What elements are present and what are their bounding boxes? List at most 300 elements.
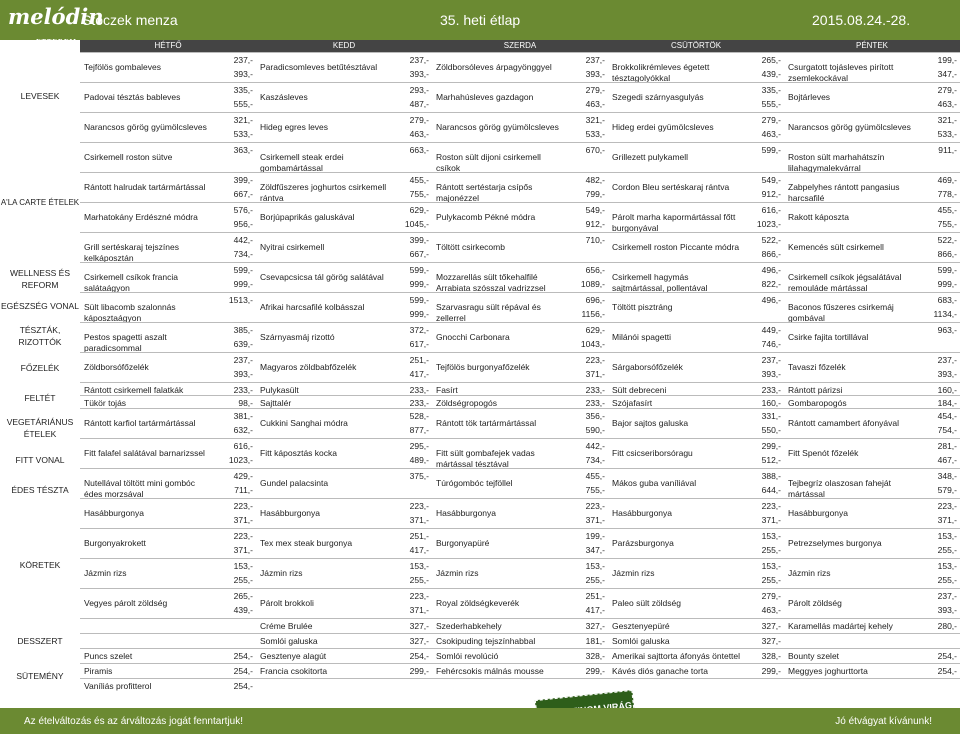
footer — [0, 708, 960, 734]
dish-name: Párolt zöldség — [788, 598, 842, 608]
price-large: 912,- — [761, 189, 781, 199]
menu-cell — [432, 263, 608, 292]
category-label: SÜTEMÉNY — [16, 671, 64, 681]
dish-name: Narancsos görög gyümölcsleves — [84, 122, 207, 132]
dish-name: Grillezett pulykamell — [612, 152, 689, 162]
menu-cell — [784, 83, 960, 112]
dish-name: Somlói galuska — [260, 636, 318, 646]
price-large: 463,- — [585, 99, 605, 109]
price: 522,- — [761, 235, 781, 245]
dish-name: Meggyes joghurttorta — [788, 666, 868, 676]
price: 388,- — [761, 471, 781, 481]
price: 98,- — [238, 398, 253, 408]
week-title: 35. heti étlap — [440, 12, 521, 28]
menu-cell — [80, 113, 256, 142]
price-large: 489,- — [409, 455, 429, 465]
price: 616,- — [761, 205, 781, 215]
price-large: 778,- — [937, 189, 957, 199]
price: 356,- — [585, 411, 605, 421]
dish-name: Rántott sertéstarja csípős majonézzel — [436, 182, 533, 203]
menu-cell — [784, 53, 960, 82]
price-large: 734,- — [233, 249, 253, 259]
dish-name: Hideg egres leves — [260, 122, 329, 132]
price-large: 255,- — [937, 575, 957, 585]
price: 469,- — [937, 175, 957, 185]
menu-cell — [608, 499, 784, 528]
dish-name: Jázmin rizs — [788, 568, 831, 578]
price-large: 371,- — [233, 545, 253, 555]
menu-cell — [432, 396, 608, 408]
menu-row — [80, 112, 960, 142]
dish-name: Grill sertéskaraj tejszínes kelkáposztán — [84, 242, 179, 263]
price: 496,- — [761, 265, 781, 275]
dish-name: Gombaropogós — [788, 398, 847, 408]
menu-cell — [80, 529, 256, 558]
menu-cell — [608, 203, 784, 232]
price: 455,- — [937, 205, 957, 215]
price: 223,- — [233, 531, 253, 541]
price-large: 999,- — [233, 279, 253, 289]
category-label: DESSZERT — [17, 636, 63, 646]
price: 153,- — [585, 561, 605, 571]
dish-name: Milánói spagetti — [612, 332, 672, 342]
menu-cell — [256, 664, 432, 678]
menu-cell — [256, 649, 432, 663]
menu-cell — [608, 559, 784, 588]
dish-name: Pestos spagetti aszalt paradicsommal — [84, 332, 167, 353]
category-label: WELLNESS ÉS REFORM — [10, 268, 70, 290]
dish-name: Fitt falafel salátával barnarizssel — [84, 448, 205, 458]
menu-cell — [608, 679, 784, 693]
dish-name: Bojtárleves — [788, 92, 831, 102]
menu-cell — [256, 293, 432, 322]
price: 254,- — [937, 651, 957, 661]
menu-cell — [256, 233, 432, 262]
price: 683,- — [937, 295, 957, 305]
price: 331,- — [761, 411, 781, 421]
menu-cell — [784, 143, 960, 172]
menu-row — [80, 408, 960, 438]
price: 328,- — [585, 651, 605, 661]
menu-row — [80, 648, 960, 663]
menu-cell — [80, 619, 256, 633]
price: 160,- — [761, 398, 781, 408]
price-large: 417,- — [409, 545, 429, 555]
price: 153,- — [761, 561, 781, 571]
menu-row — [80, 498, 960, 528]
menu-cell — [256, 173, 432, 202]
menu-cell — [608, 113, 784, 142]
menu-cell — [608, 233, 784, 262]
dish-name: Gesztenyepüré — [612, 621, 670, 631]
price-large: 533,- — [937, 129, 957, 139]
menu-cell — [256, 83, 432, 112]
menu-cell — [784, 293, 960, 322]
price-large: 912,- — [585, 219, 605, 229]
menu-row — [80, 292, 960, 322]
menu-cell — [784, 323, 960, 352]
dish-name: Párolt marha kapormártással főtt burgonyával — [612, 212, 736, 233]
menu-cell — [432, 649, 608, 663]
date-range: 2015.08.24.-28. — [812, 12, 911, 28]
price-large: 371,- — [761, 515, 781, 525]
menu-cell — [80, 53, 256, 82]
price-large: 255,- — [937, 545, 957, 555]
dish-name: Créme Brulée — [260, 621, 313, 631]
price: 328,- — [761, 651, 781, 661]
menu-cell — [80, 439, 256, 468]
dish-name: Afrikai harcsafilé kolbásszal — [260, 302, 365, 312]
price: 153,- — [409, 561, 429, 571]
menu-cell — [784, 263, 960, 292]
footer-disclaimer: Az ételváltozás és az árváltozás jogát fenntartjuk! — [24, 716, 244, 727]
menu-cell — [256, 619, 432, 633]
price: 223,- — [937, 501, 957, 511]
dish-name: Hasábburgonya — [612, 508, 673, 518]
price-large: 533,- — [585, 129, 605, 139]
dish-name: Cukkini Sanghai módra — [260, 418, 348, 428]
dish-name: Csirkemell csíkok jégsalátával remouláde mártással — [788, 272, 902, 293]
dish-name: Szójafasírt — [612, 398, 653, 408]
price-large: 956,- — [233, 219, 253, 229]
menu-cell — [608, 529, 784, 558]
price: 348,- — [937, 471, 957, 481]
menu-row — [80, 633, 960, 648]
dish-name: Csirkemell csíkok francia salátaágyon — [84, 272, 178, 293]
price-large: 711,- — [234, 485, 253, 495]
menu-row — [80, 528, 960, 558]
dish-name: Baconos fűszeres csirkemáj gombával — [788, 302, 894, 323]
menu-row — [80, 618, 960, 633]
menu-cell — [80, 499, 256, 528]
menu-cell — [608, 323, 784, 352]
dish-name: Amerikai sajttorta áfonyás öntettel — [612, 651, 741, 661]
menu-cell — [784, 439, 960, 468]
menu-cell — [432, 589, 608, 618]
dish-name: Magyaros zöldbabfőzelék — [260, 362, 357, 372]
price: 335,- — [233, 85, 253, 95]
price: 295,- — [409, 441, 429, 451]
dish-name: Szarvasragu sült répával és zellerrel — [436, 302, 541, 323]
category-label: FELTÉT — [24, 393, 56, 403]
price: 223,- — [409, 501, 429, 511]
menu-cell — [80, 396, 256, 408]
price-large: 754,- — [937, 425, 957, 435]
menu-cell — [256, 53, 432, 82]
price-large: 555,- — [233, 99, 253, 109]
menu-row — [80, 262, 960, 292]
price-large: 347,- — [937, 69, 957, 79]
menu-cell — [784, 396, 960, 408]
price: 299,- — [761, 666, 781, 676]
menu-cell — [80, 83, 256, 112]
price: 279,- — [937, 85, 957, 95]
price-large: 371,- — [937, 515, 957, 525]
menu-cell — [608, 173, 784, 202]
menu-cell — [80, 263, 256, 292]
price: 528,- — [409, 411, 429, 421]
menu-cell — [432, 293, 608, 322]
menu-cell — [608, 263, 784, 292]
menu-cell — [80, 353, 256, 382]
price: 254,- — [937, 666, 957, 676]
menu-row — [80, 678, 960, 693]
price: 153,- — [761, 531, 781, 541]
price-large: 617,- — [409, 339, 429, 349]
dish-name: Rántott karfiol tartármártással — [84, 418, 196, 428]
menu-cell — [608, 409, 784, 438]
dish-name: Hideg erdei gyümölcsleves — [612, 122, 714, 132]
menu-cell — [256, 353, 432, 382]
price-large: 1043,- — [580, 339, 605, 349]
price: 372,- — [409, 325, 429, 335]
dish-name: Csurgatott tojásleves pirított zsemlekockával — [788, 62, 894, 83]
day-label: SZERDA — [503, 41, 537, 50]
dish-name: Jázmin rizs — [612, 568, 655, 578]
price-large: 371,- — [585, 369, 605, 379]
dish-name: Csirkemell steak erdei gombamártással — [260, 152, 344, 173]
price-large: 667,- — [409, 249, 429, 259]
dish-name: Rántott csirkemell falatkák — [84, 385, 184, 395]
menu-cell — [432, 173, 608, 202]
price: 321,- — [233, 115, 253, 125]
dish-name: Roston sült marhahátszín lilahagymalekvárral — [788, 152, 885, 173]
menu-row — [80, 663, 960, 678]
price: 599,- — [233, 265, 253, 275]
menu-cell — [80, 634, 256, 648]
menu-cell — [432, 499, 608, 528]
menu-cell — [256, 323, 432, 352]
price: 199,- — [937, 55, 957, 65]
dish-name: Somlói galuska — [612, 636, 670, 646]
menu-cell — [256, 469, 432, 498]
dish-name: Fitt sült gombafejek vadas mártással tésztával — [436, 448, 535, 469]
price-large: 393,- — [761, 369, 781, 379]
price: 599,- — [761, 145, 781, 155]
price: 670,- — [585, 145, 605, 155]
logo: melódin ETTEREM — [8, 4, 104, 46]
price: 385,- — [233, 325, 253, 335]
menu-row — [80, 438, 960, 468]
price: 549,- — [585, 205, 605, 215]
price: 265,- — [233, 591, 253, 601]
price: 153,- — [937, 561, 957, 571]
menu-cell — [608, 143, 784, 172]
price-large: 755,- — [585, 485, 605, 495]
price: 279,- — [409, 115, 429, 125]
dish-name: Csirkemell roston Piccante módra — [612, 242, 740, 252]
price: 599,- — [937, 265, 957, 275]
category-label: LEVESEK — [20, 91, 60, 101]
menu-cell — [784, 589, 960, 618]
dish-name: Zabpelyhes rántott pangasius harcsafilé — [788, 182, 900, 203]
menu-cell — [80, 143, 256, 172]
price-large: 579,- — [937, 485, 957, 495]
price-large: 877,- — [409, 425, 429, 435]
menu-cell — [80, 649, 256, 663]
price: 237,- — [937, 355, 957, 365]
dish-name: Marhahúsleves gazdagon — [436, 92, 534, 102]
dish-name: Gesztenye alagút — [260, 651, 327, 661]
menu-cell — [784, 529, 960, 558]
price: 237,- — [409, 55, 429, 65]
price: 237,- — [761, 355, 781, 365]
price: 233,- — [585, 398, 605, 408]
price-large: 799,- — [585, 189, 605, 199]
category-label: A'LA CARTE ÉTELEK — [0, 198, 80, 207]
price: 251,- — [409, 531, 429, 541]
price: 237,- — [585, 55, 605, 65]
price-large: 393,- — [233, 369, 253, 379]
dish-name: Tejfölös burgonyafőzelék — [436, 362, 530, 372]
dish-name: Padovai tésztás bableves — [84, 92, 181, 102]
price-large: 667,- — [233, 189, 253, 199]
price-large: 1045,- — [404, 219, 429, 229]
menu-cell — [432, 53, 608, 82]
price: 293,- — [409, 85, 429, 95]
price-large: 512,- — [761, 455, 781, 465]
price: 375,- — [409, 471, 429, 481]
price: 233,- — [409, 398, 429, 408]
menu-cell — [80, 664, 256, 678]
dish-name: Zöldborsóleves árpagyönggyel — [436, 62, 552, 72]
price-large: 255,- — [233, 575, 253, 585]
price-large: 393,- — [937, 605, 957, 615]
dish-name: Fitt káposztás kocka — [260, 448, 338, 458]
price: 629,- — [585, 325, 605, 335]
menu-cell — [784, 679, 960, 693]
price-large: 590,- — [585, 425, 605, 435]
dish-name: Párolt brokkoli — [260, 598, 314, 608]
dish-name: Vegyes párolt zöldség — [84, 598, 168, 608]
price: 455,- — [585, 471, 605, 481]
price: 223,- — [585, 355, 605, 365]
dish-name: Rántott párizsi — [788, 385, 843, 395]
price: 549,- — [761, 175, 781, 185]
price: 265,- — [761, 55, 781, 65]
price-large: 371,- — [233, 515, 253, 525]
dish-name: Jázmin rizs — [260, 568, 303, 578]
price: 599,- — [409, 295, 429, 305]
price: 963,- — [937, 325, 957, 335]
price: 321,- — [937, 115, 957, 125]
dish-name: Csirkemell hagymás sajtmártással, pollentával — [612, 272, 708, 293]
price: 299,- — [761, 441, 781, 451]
menu-cell — [256, 143, 432, 172]
menu-cell — [608, 589, 784, 618]
menu-cell — [80, 173, 256, 202]
footer-greeting: Jó étvágyat kívánunk! — [835, 716, 932, 727]
price: 223,- — [585, 501, 605, 511]
menu-row — [80, 322, 960, 352]
menu-row — [80, 468, 960, 498]
dish-name: Sült debreceni — [612, 385, 667, 395]
price-large: 255,- — [761, 545, 781, 555]
price-large: 255,- — [409, 575, 429, 585]
price: 663,- — [409, 145, 429, 155]
price: 576,- — [233, 205, 253, 215]
dish-name: Bajor sajtos galuska — [612, 418, 689, 428]
menu-cell — [256, 559, 432, 588]
price: 616,- — [233, 441, 253, 451]
menu-cell — [608, 634, 784, 648]
price: 449,- — [761, 325, 781, 335]
price-large: 463,- — [761, 605, 781, 615]
dish-name: Szárnyasmáj rizottó — [260, 332, 335, 342]
category-label: EGÉSZSÉG VONAL — [1, 301, 79, 311]
dish-name: Rakott káposzta — [788, 212, 849, 222]
menu-cell — [784, 409, 960, 438]
price: 454,- — [937, 411, 957, 421]
menu-cell — [432, 619, 608, 633]
dish-name: Fasírt — [436, 385, 458, 395]
menu-cell — [80, 679, 256, 693]
price: 327,- — [585, 621, 605, 631]
menu-cell — [432, 679, 608, 693]
dish-name: Paradicsomleves betűtésztával — [260, 62, 378, 72]
dish-name: Burgonyapüré — [436, 538, 490, 548]
price-large: 755,- — [409, 189, 429, 199]
dish-name: Zöldborsófőzelék — [84, 362, 149, 372]
menu-row — [80, 52, 960, 82]
menu-cell — [256, 589, 432, 618]
menu-cell — [432, 469, 608, 498]
price-large: 371,- — [409, 515, 429, 525]
price: 254,- — [409, 651, 429, 661]
menu-cell — [784, 559, 960, 588]
price: 381,- — [233, 411, 253, 421]
price-large: 1134,- — [933, 309, 957, 319]
menu-cell — [256, 679, 432, 693]
price: 199,- — [585, 531, 605, 541]
price: 696,- — [585, 295, 605, 305]
menu-cell — [256, 263, 432, 292]
price-large: 1023,- — [228, 455, 253, 465]
price: 233,- — [585, 385, 605, 395]
menu-cell — [432, 634, 608, 648]
dish-name: Szegedi szárnyasgulyás — [612, 92, 704, 102]
dish-name: Fitt Spenót főzelék — [788, 448, 859, 458]
dish-name: Narancsos görög gyümölcsleves — [788, 122, 911, 132]
price: 656,- — [585, 265, 605, 275]
price-large: 463,- — [761, 129, 781, 139]
price: 254,- — [233, 666, 253, 676]
price: 184,- — [937, 398, 957, 408]
dish-name: Nutellával töltött mini gombóc édes morzsával — [84, 478, 196, 499]
price: 710,- — [585, 235, 605, 245]
dish-name: Sajttalér — [260, 398, 292, 408]
menu-cell — [784, 113, 960, 142]
menu-cell — [80, 203, 256, 232]
menu-cell — [784, 469, 960, 498]
menu-cell — [256, 634, 432, 648]
price-large: 632,- — [233, 425, 253, 435]
dish-name: Mozzarellás sült tőkehalfilé Arrabiata szósszal vadrizzsel — [436, 272, 546, 293]
menu-cell — [608, 383, 784, 395]
price-large: 999,- — [409, 309, 429, 319]
menu-cell — [608, 469, 784, 498]
price: 181,- — [585, 636, 605, 646]
menu-cell — [80, 293, 256, 322]
menu-cell — [80, 469, 256, 498]
dish-name: Kaszásleves — [260, 92, 308, 102]
price-large: 393,- — [937, 369, 957, 379]
price-large: 393,- — [585, 69, 605, 79]
price: 399,- — [233, 175, 253, 185]
menu-cell — [80, 589, 256, 618]
category-column — [0, 52, 80, 724]
dish-name: Szederhabkehely — [436, 621, 502, 631]
